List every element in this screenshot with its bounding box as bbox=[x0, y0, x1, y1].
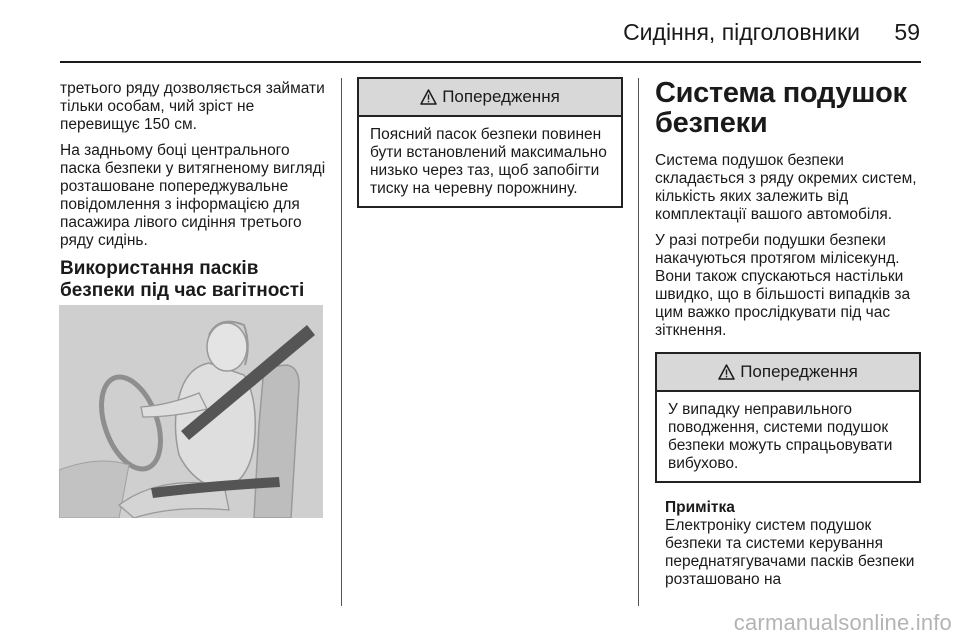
warning-triangle-icon bbox=[420, 89, 437, 105]
left-column bbox=[60, 80, 328, 316]
warning-box bbox=[357, 77, 623, 208]
header-rule bbox=[60, 61, 921, 63]
page-number: 59 bbox=[894, 19, 920, 45]
warning-triangle-icon bbox=[718, 364, 735, 380]
section-heading: Система подушок безпеки bbox=[655, 77, 907, 139]
column-divider-right bbox=[638, 78, 639, 606]
note-title: Примітка bbox=[665, 499, 735, 516]
page-header-title: Сидіння, підголовники bbox=[623, 19, 860, 45]
warning-text: У випадку неправильного поводження, системи подушок безпеки можуть спрацьовувати вибухово. bbox=[668, 401, 893, 472]
watermark: carmanualsonline.info bbox=[733, 610, 952, 635]
note-block bbox=[655, 499, 921, 589]
note-text: Електроніку систем подушок безпеки та системи керування переднатягувачами пасків безпеки розташовано на bbox=[665, 517, 915, 588]
section-subheading: Використання пасків безпеки під час вагітності bbox=[60, 258, 305, 301]
warning-title: Попередження bbox=[442, 87, 560, 106]
middle-column bbox=[357, 77, 623, 208]
pregnant-woman-seatbelt-illustration bbox=[59, 305, 323, 518]
warning-header bbox=[359, 79, 621, 117]
right-column bbox=[655, 78, 921, 589]
column-divider-left bbox=[341, 78, 342, 606]
warning-text: Поясний пасок безпеки повинен бути встановлений максимально низько через таз, щоб запобігти тиску на черевну порожнину. bbox=[370, 126, 607, 197]
warning-box bbox=[655, 352, 921, 483]
body-paragraph: Система подушок безпеки складається з ряду окремих систем, кількість яких залежить від комплектації вашого автомобіля. bbox=[655, 152, 917, 223]
warning-header bbox=[657, 354, 919, 392]
body-paragraph: третього ряду дозволяється займати тільки особам, чий зріст не перевищує 150 см. bbox=[60, 80, 325, 133]
warning-title: Попередження bbox=[740, 362, 858, 381]
body-paragraph: На задньому боці центрального паска безпеки у витягненому вигляді розташоване попереджувальне повідомлення з інформацією для пасажира лівого сидіння третього ряду сидінь. bbox=[60, 142, 326, 249]
body-paragraph: У разі потреби подушки безпеки накачуються протягом мілісекунд. Вони також спускаються настільки швидко, що в більшості випадків за цим важко прослідкувати під час зіткнення. bbox=[655, 232, 911, 339]
